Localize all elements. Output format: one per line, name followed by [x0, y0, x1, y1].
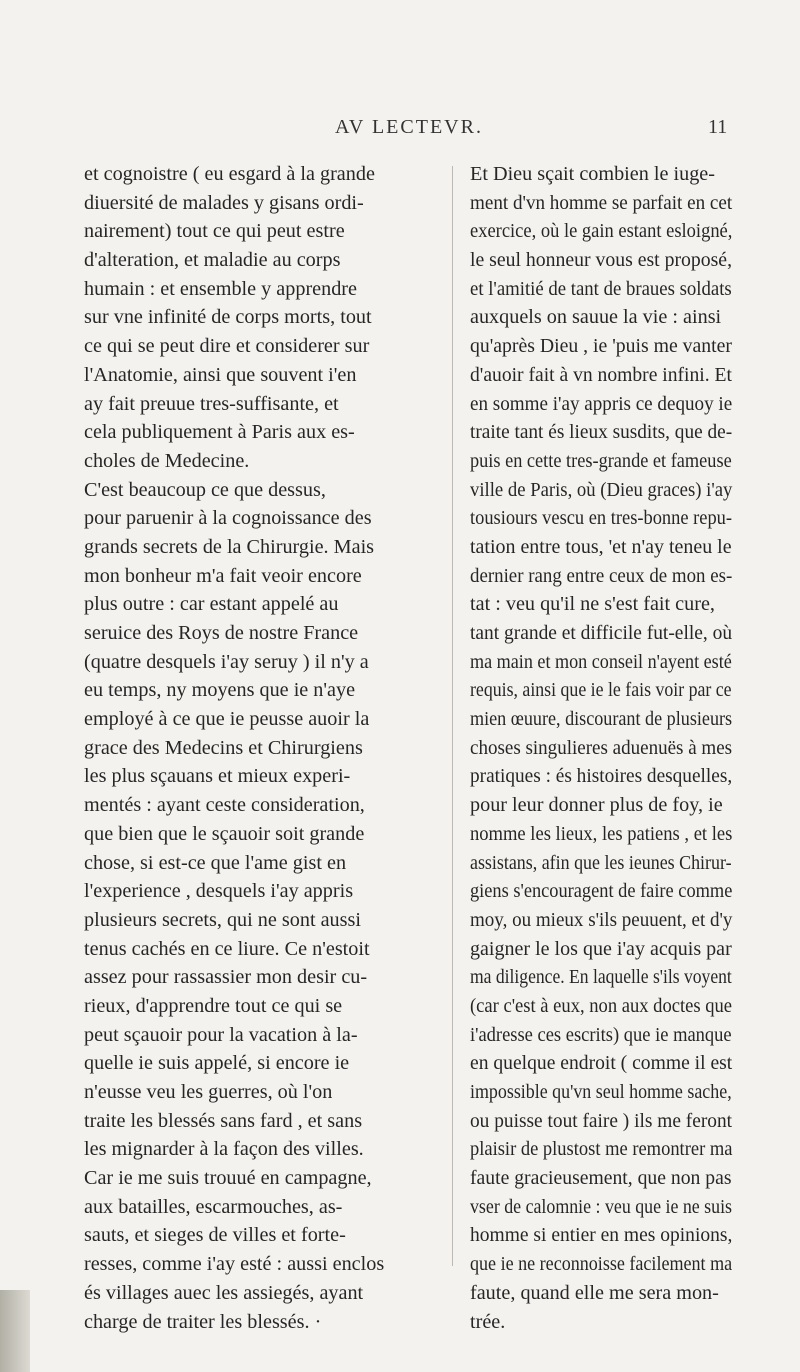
text-line: traite tant és lieux susdits, que de-	[470, 421, 733, 444]
text-line: les plus sçauans et mieux experi-	[84, 765, 351, 788]
text-line: l'experience , desquels i'ay appris	[84, 880, 354, 903]
running-head	[0, 116, 800, 146]
text-line: ay fait preuue tres-suffisante, et	[84, 392, 339, 415]
left-column	[84, 160, 434, 1336]
text-line: diuersité de malades y gisans ordi-	[84, 191, 364, 214]
text-line: n'eusse veu les guerres, où l'on	[84, 1081, 333, 1103]
text-line: moy, ou mieux s'ils peuuent, et d'y	[470, 908, 733, 931]
text-line: auxquels on sauue la vie : ainsi	[470, 306, 722, 329]
text-line: ment d'vn homme se parfait en cet	[470, 191, 733, 214]
text-line: tousiours vescu en tres-bonne repu-	[470, 507, 733, 530]
text-line: vser de calomnie : veu que ie ne suis	[470, 1195, 732, 1218]
text-line: és villages auec les assiegés, ayant	[84, 1281, 364, 1304]
text-line: en somme i'ay appris ce dequoy ie	[470, 392, 733, 415]
text-line: chose, si est-ce que l'ame gist en	[84, 851, 347, 874]
text-line: (quatre desquels i'ay seruy ) il n'y a	[84, 650, 369, 673]
text-line: ou puisse tout faire ) ils me feront	[470, 1109, 733, 1132]
text-line: assez pour rassassier mon desir cu-	[84, 966, 368, 989]
text-line: employé à ce que ie peusse auoir la	[84, 708, 370, 731]
text-line: Car ie me suis trouué en campagne,	[84, 1167, 372, 1190]
text-line: tat : veu qu'il ne s'est fait cure,	[470, 593, 715, 616]
text-line: charge de traiter les blessés. ·	[84, 1310, 322, 1333]
text-line: mon bonheur m'a fait veoir encore	[84, 564, 362, 587]
text-line: qu'après Dieu , ie 'puis me vanter	[470, 335, 732, 358]
text-line: faute, quand elle me sera mon-	[470, 1281, 719, 1304]
text-line: quelle ie suis appelé, si encore ie	[84, 1052, 350, 1075]
text-line: requis, ainsi que ie le fais voir par ce	[470, 679, 732, 702]
text-line: peut sçauoir pour la vacation à la-	[84, 1023, 358, 1046]
text-line: l'Anatomie, ainsi que souvent i'en	[84, 363, 357, 386]
column-divider	[452, 166, 453, 1266]
text-line: puis en cette tres-grande et fameuse	[470, 449, 732, 472]
text-line: choses singulieres aduenuës à mes	[470, 736, 733, 759]
text-line: pour paruenir à la cognoissance des	[84, 507, 372, 530]
text-line: plus outre : car estant appelé au	[84, 593, 339, 616]
text-line: gaigner le los que i'ay acquis par	[470, 937, 732, 960]
text-line: et cognoistre ( eu esgard à la grande	[84, 163, 375, 185]
text-line: dernier rang entre ceux de mon es-	[470, 564, 733, 587]
text-line: exercice, où le gain estant esloigné,	[470, 220, 733, 243]
text-line: que bien que le sçauoir soit grande	[84, 822, 365, 845]
text-line: seruice des Roys de nostre France	[84, 622, 359, 644]
text-line: (car c'est à eux, non aux doctes que	[470, 994, 733, 1017]
text-line: ma diligence. En laquelle s'ils voyent	[470, 966, 732, 989]
text-line: humain : et ensemble y apprendre	[84, 277, 357, 300]
text-line: grands secrets de la Chirurgie. Mais	[84, 535, 375, 558]
text-line: sauts, et sieges de villes et forte-	[84, 1224, 346, 1247]
text-line: impossible qu'vn seul homme sache,	[470, 1081, 732, 1103]
text-line: nairement) tout ce qui peut estre	[84, 220, 345, 243]
text-line: ce qui se peut dire et considerer sur	[84, 335, 370, 358]
text-line: nomme les lieux, les patiens , et les	[470, 822, 733, 845]
text-line: ville de Paris, où (Dieu graces) i'ay	[470, 478, 733, 501]
text-line: Et Dieu sçait combien le iuge-	[470, 163, 715, 185]
text-line: C'est beaucoup ce que dessus,	[84, 478, 326, 501]
text-line: tenus cachés en ce liure. Ce n'estoit	[84, 937, 370, 960]
text-line: faute gracieusement, que non pas	[470, 1167, 732, 1190]
running-title: AV LECTEVR.	[335, 116, 483, 138]
text-line: resses, comme i'ay esté : aussi enclos	[84, 1253, 385, 1276]
text-line: giens s'encouragent de faire comme	[470, 880, 733, 903]
text-line: mien œuure, discourant de plusieurs	[470, 708, 733, 731]
text-line: tation entre tous, 'et n'ay teneu le	[470, 535, 732, 558]
text-line: trée.	[470, 1310, 506, 1333]
text-line: plaisir de plustost me remontrer ma	[470, 1138, 733, 1161]
text-line: aux batailles, escarmouches, as-	[84, 1195, 343, 1218]
text-line: cela publiquement à Paris aux es-	[84, 421, 355, 444]
right-column	[470, 160, 800, 1336]
text-line: que ie ne reconnoisse facilement ma	[470, 1253, 733, 1276]
text-line: ma main et mon conseil n'ayent esté	[470, 650, 732, 673]
text-line: choles de Medecine.	[84, 449, 250, 472]
text-line: grace des Medecins et Chirurgiens	[84, 736, 363, 759]
page-edge-shadow	[0, 1290, 30, 1372]
text-line: rieux, d'apprendre tout ce qui se	[84, 994, 343, 1017]
text-line: d'auoir fait à vn nombre infini. Et	[470, 363, 732, 386]
text-line: en quelque endroit ( comme il est	[470, 1052, 733, 1075]
text-line: tant grande et difficile fut-elle, où	[470, 622, 733, 644]
text-line: plusieurs secrets, qui ne sont aussi	[84, 908, 361, 931]
text-line: mentés : ayant ceste consideration,	[84, 794, 365, 817]
text-line: les mignarder à la façon des villes.	[84, 1138, 364, 1161]
text-line: pratiques : és histoires desquelles,	[470, 765, 733, 788]
text-line: d'alteration, et maladie au corps	[84, 249, 341, 272]
text-line: pour leur donner plus de foy, ie	[470, 794, 723, 817]
text-line: le seul honneur vous est proposé,	[470, 249, 732, 272]
text-line: assistans, afin que les ieunes Chirur-	[470, 851, 732, 874]
text-line: sur vne infinité de corps morts, tout	[84, 306, 372, 329]
text-line: et l'amitié de tant de braues soldats	[470, 277, 732, 300]
text-line: i'adresse ces escrits) que ie manque	[470, 1023, 732, 1046]
text-line: traite les blessés sans fard , et sans	[84, 1109, 363, 1132]
page-number: 11	[708, 116, 728, 138]
text-line: eu temps, ny moyens que ie n'aye	[84, 679, 356, 702]
text-line: homme si entier en mes opinions,	[470, 1224, 733, 1247]
